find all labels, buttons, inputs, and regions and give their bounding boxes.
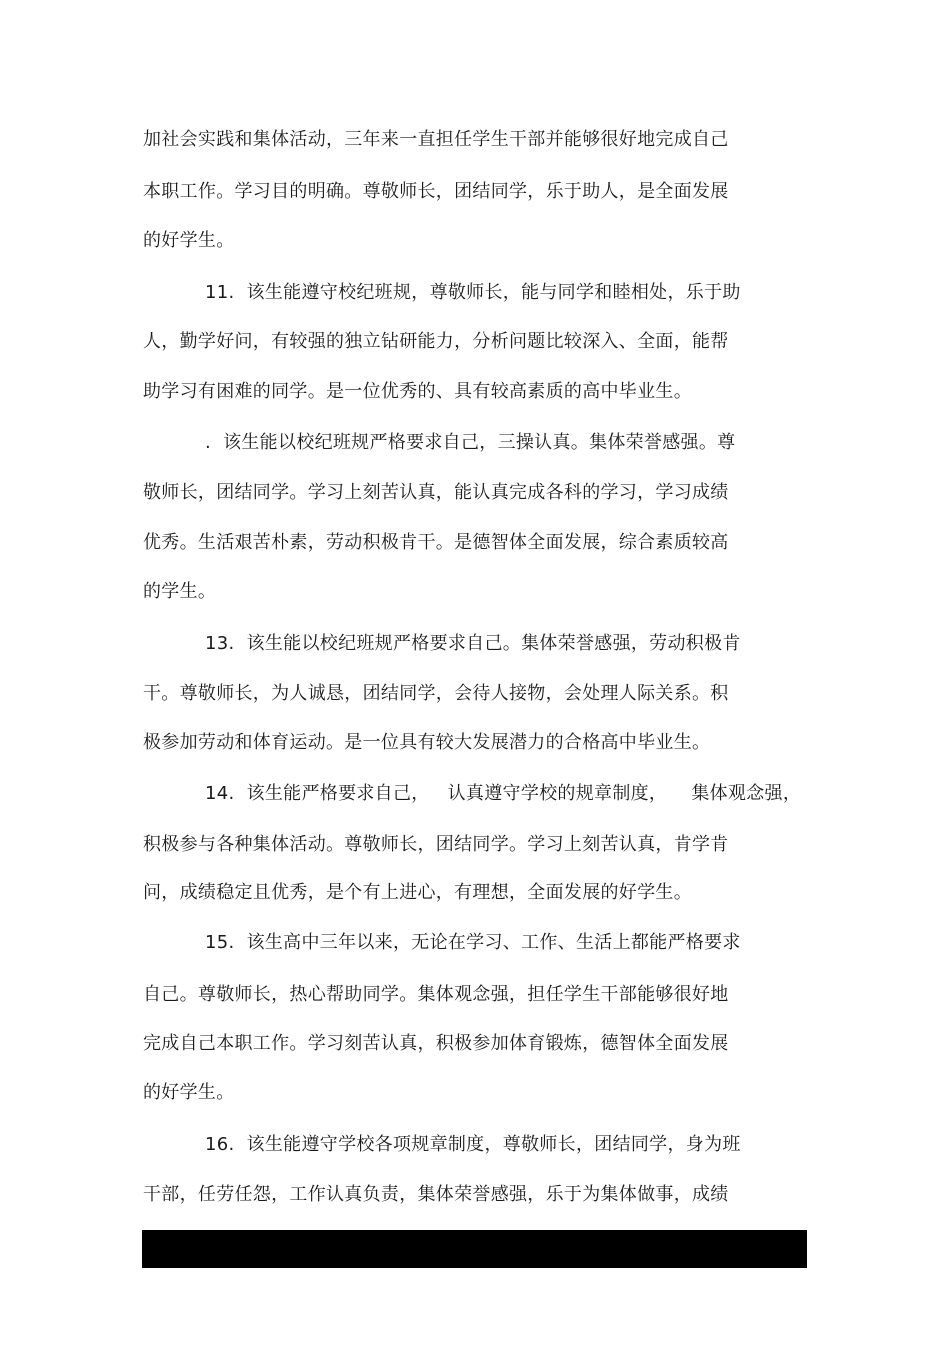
- paragraph-line: 14. 该生能严格要求自己， 认真遵守学校的规章制度， 集体观念强，: [205, 783, 802, 804]
- paragraph-line: 人，勤学好问，有较强的独立钻研能力，分析问题比较深入、全面，能帮: [143, 331, 729, 352]
- paragraph-line: 13. 该生能以校纪班规严格要求自己。集体荣誉感强，劳动积极肯: [205, 633, 741, 654]
- paragraph-line: 干。尊敬师长，为人诚恳，团结同学，会待人接物，会处理人际关系。积: [143, 683, 729, 704]
- paragraph-line: 完成自己本职工作。学习刻苦认真，积极参加体育锻炼，德智体全面发展: [143, 1033, 729, 1054]
- paragraph-line: 的好学生。: [143, 1082, 235, 1103]
- paragraph-line: 的好学生。: [143, 230, 235, 251]
- paragraph-line: 敬师长，团结同学。学习上刻苦认真，能认真完成各科的学习，学习成绩: [143, 482, 729, 503]
- paragraph-line: 助学习有困难的同学。是一位优秀的、具有较高素质的高中毕业生。: [143, 381, 692, 402]
- paragraph-line: 优秀。生活艰苦朴素，劳动积极肯干。是德智体全面发展，综合素质较高: [143, 532, 729, 553]
- paragraph-line: 积极参与各种集体活动。尊敬师长，团结同学。学习上刻苦认真，肯学肯: [143, 834, 729, 855]
- paragraph-line: 16. 该生能遵守学校各项规章制度，尊敬师长，团结同学，身为班: [205, 1134, 741, 1155]
- paragraph-line: 问，成绩稳定且优秀，是个有上进心，有理想，全面发展的好学生。: [143, 882, 692, 903]
- paragraph-line: 11. 该生能遵守校纪班规，尊敬师长，能与同学和睦相处，乐于助: [205, 282, 741, 303]
- paragraph-line: 的学生。: [143, 581, 217, 602]
- paragraph-line: 本职工作。学习目的明确。尊敬师长，团结同学，乐于助人，是全面发展: [143, 181, 729, 202]
- footer-black-bar: [142, 1230, 807, 1268]
- paragraph-line: . 该生能以校纪班规严格要求自己，三操认真。集体荣誉感强。尊: [205, 432, 736, 453]
- paragraph-line: 干部，任劳任怨，工作认真负责，集体荣誉感强，乐于为集体做事，成绩: [143, 1184, 729, 1205]
- paragraph-line: 15. 该生高中三年以来，无论在学习、工作、生活上都能严格要求: [205, 932, 741, 953]
- paragraph-line: 极参加劳动和体育运动。是一位具有较大发展潜力的合格高中毕业生。: [143, 732, 711, 753]
- paragraph-line: 自己。尊敬师长，热心帮助同学。集体观念强，担任学生干部能够很好地: [143, 984, 729, 1005]
- paragraph-line: 加社会实践和集体活动，三年来一直担任学生干部并能够很好地完成自己: [143, 129, 729, 150]
